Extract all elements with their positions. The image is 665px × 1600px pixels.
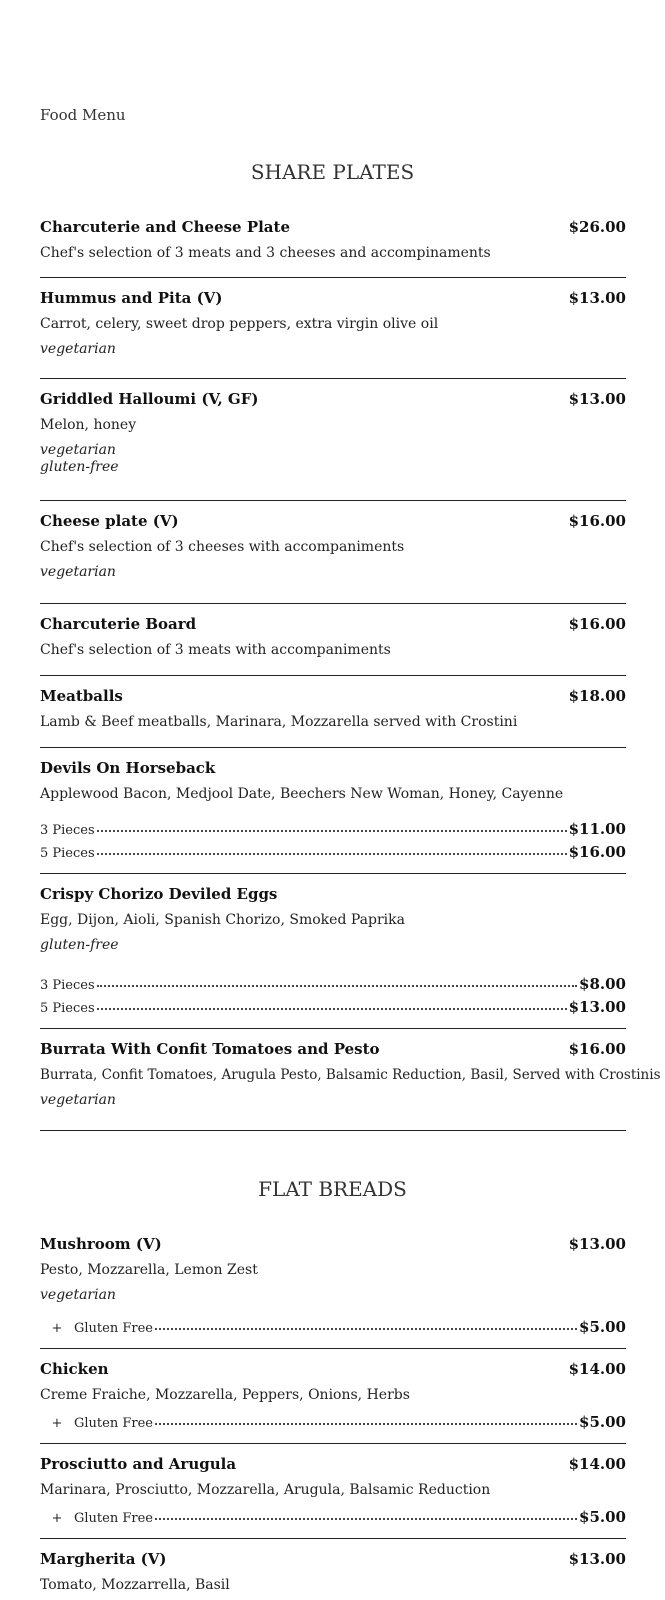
divider bbox=[40, 500, 626, 501]
item-name: Mushroom (V) bbox=[40, 1235, 162, 1253]
addon-price: $5.00 bbox=[579, 1318, 626, 1336]
item-description: Chef's selection of 3 cheeses with accompaniments bbox=[40, 539, 405, 555]
item-name: Margherita (V) bbox=[40, 1550, 167, 1568]
dietary-tag: vegetarian bbox=[40, 1287, 116, 1303]
divider bbox=[40, 747, 626, 748]
divider bbox=[40, 378, 626, 379]
item-price: $16.00 bbox=[568, 615, 626, 633]
item-price: $18.00 bbox=[568, 687, 626, 705]
item-name: Griddled Halloumi (V, GF) bbox=[40, 390, 259, 408]
addon-option bbox=[40, 1413, 626, 1433]
dietary-tag: gluten-free bbox=[40, 937, 119, 953]
option-price: $13.00 bbox=[568, 998, 626, 1016]
dot-leader bbox=[97, 984, 577, 987]
item-price: $13.00 bbox=[568, 289, 626, 307]
addon-label: + Gluten Free bbox=[40, 1321, 153, 1336]
item-name: Charcuterie and Cheese Plate bbox=[40, 218, 290, 236]
item-description: Pesto, Mozzarella, Lemon Zest bbox=[40, 1262, 258, 1278]
section-title-share-plates: SHARE PLATES bbox=[250, 160, 415, 184]
price-option bbox=[40, 843, 626, 863]
item-description: Burrata, Confit Tomatoes, Arugula Pesto, Balsamic Reduction, Basil, Served with Crostinis bbox=[40, 1067, 661, 1083]
menu-item bbox=[40, 885, 626, 953]
item-price: $13.00 bbox=[568, 1550, 626, 1568]
dietary-tag: vegetarian bbox=[40, 341, 116, 357]
menu-item bbox=[40, 218, 626, 261]
menu-item bbox=[40, 1235, 626, 1303]
menu-item bbox=[40, 390, 626, 475]
price-option bbox=[40, 975, 626, 995]
divider bbox=[40, 675, 626, 676]
menu-item bbox=[40, 687, 626, 730]
menu-item bbox=[40, 615, 626, 658]
option-price: $8.00 bbox=[579, 975, 626, 993]
menu-title: Food Menu bbox=[40, 106, 126, 124]
menu-item bbox=[40, 512, 626, 580]
option-label: 5 Pieces bbox=[40, 1001, 95, 1016]
addon-price: $5.00 bbox=[579, 1508, 626, 1526]
addon-option bbox=[40, 1508, 626, 1528]
menu-item bbox=[40, 1550, 626, 1593]
divider bbox=[40, 1028, 626, 1029]
item-description: Lamb & Beef meatballs, Marinara, Mozzarella served with Crostini bbox=[40, 714, 518, 730]
dietary-tag: vegetarian bbox=[40, 442, 116, 458]
item-price: $14.00 bbox=[568, 1360, 626, 1378]
dot-leader bbox=[97, 852, 567, 855]
item-price: $16.00 bbox=[568, 1040, 626, 1058]
item-price: $26.00 bbox=[568, 218, 626, 236]
dot-leader bbox=[97, 829, 567, 832]
dot-leader bbox=[155, 1517, 577, 1520]
item-name: Hummus and Pita (V) bbox=[40, 289, 223, 307]
menu-item bbox=[40, 1040, 661, 1108]
option-price: $11.00 bbox=[568, 820, 626, 838]
item-price: $14.00 bbox=[568, 1455, 626, 1473]
item-description: Tomato, Mozzarrella, Basil bbox=[40, 1577, 230, 1593]
menu-item bbox=[40, 1360, 626, 1403]
item-name: Cheese plate (V) bbox=[40, 512, 179, 530]
item-name: Chicken bbox=[40, 1360, 109, 1378]
item-description: Chef's selection of 3 meats with accompaniments bbox=[40, 642, 391, 658]
item-price: $13.00 bbox=[568, 1235, 626, 1253]
divider bbox=[40, 1348, 626, 1349]
item-name: Charcuterie Board bbox=[40, 615, 197, 633]
item-name: Burrata With Confit Tomatoes and Pesto bbox=[40, 1040, 380, 1058]
dietary-tag: vegetarian bbox=[40, 564, 116, 580]
addon-option bbox=[40, 1318, 626, 1338]
price-option bbox=[40, 820, 626, 840]
option-label: 3 Pieces bbox=[40, 978, 95, 993]
option-label: 3 Pieces bbox=[40, 823, 95, 838]
item-description: Carrot, celery, sweet drop peppers, extra virgin olive oil bbox=[40, 316, 439, 332]
item-price: $16.00 bbox=[568, 512, 626, 530]
item-description: Melon, honey bbox=[40, 417, 137, 433]
dietary-tag: gluten-free bbox=[40, 459, 119, 475]
menu-item bbox=[40, 289, 626, 357]
addon-price: $5.00 bbox=[579, 1413, 626, 1431]
plus-icon: + bbox=[51, 1511, 63, 1526]
addon-label: + Gluten Free bbox=[40, 1416, 153, 1431]
item-name: Meatballs bbox=[40, 687, 123, 705]
divider bbox=[40, 1538, 626, 1539]
plus-icon: + bbox=[51, 1416, 63, 1431]
section-title-flat-breads: FLAT BREADS bbox=[258, 1177, 407, 1201]
option-label: 5 Pieces bbox=[40, 846, 95, 861]
dot-leader bbox=[155, 1327, 577, 1330]
divider bbox=[40, 1130, 626, 1131]
divider bbox=[40, 603, 626, 604]
menu-item bbox=[40, 759, 626, 802]
addon-label: + Gluten Free bbox=[40, 1511, 153, 1526]
plus-icon: + bbox=[51, 1321, 63, 1336]
divider bbox=[40, 277, 626, 278]
item-price: $13.00 bbox=[568, 390, 626, 408]
divider bbox=[40, 873, 626, 874]
item-description: Creme Fraiche, Mozzarella, Peppers, Onions, Herbs bbox=[40, 1387, 410, 1403]
dot-leader bbox=[155, 1422, 577, 1425]
item-description: Chef's selection of 3 meats and 3 cheeses and accompinaments bbox=[40, 245, 491, 261]
option-price: $16.00 bbox=[568, 843, 626, 861]
item-name: Devils On Horseback bbox=[40, 759, 216, 777]
price-option bbox=[40, 998, 626, 1018]
menu-item bbox=[40, 1455, 626, 1498]
item-name: Crispy Chorizo Deviled Eggs bbox=[40, 885, 278, 903]
item-description: Egg, Dijon, Aioli, Spanish Chorizo, Smoked Paprika bbox=[40, 912, 405, 928]
divider bbox=[40, 1443, 626, 1444]
item-description: Marinara, Prosciutto, Mozzarella, Arugula, Balsamic Reduction bbox=[40, 1482, 491, 1498]
dot-leader bbox=[97, 1007, 567, 1010]
item-description: Applewood Bacon, Medjool Date, Beechers New Woman, Honey, Cayenne bbox=[40, 786, 564, 802]
dietary-tag: vegetarian bbox=[40, 1092, 116, 1108]
item-name: Prosciutto and Arugula bbox=[40, 1455, 237, 1473]
